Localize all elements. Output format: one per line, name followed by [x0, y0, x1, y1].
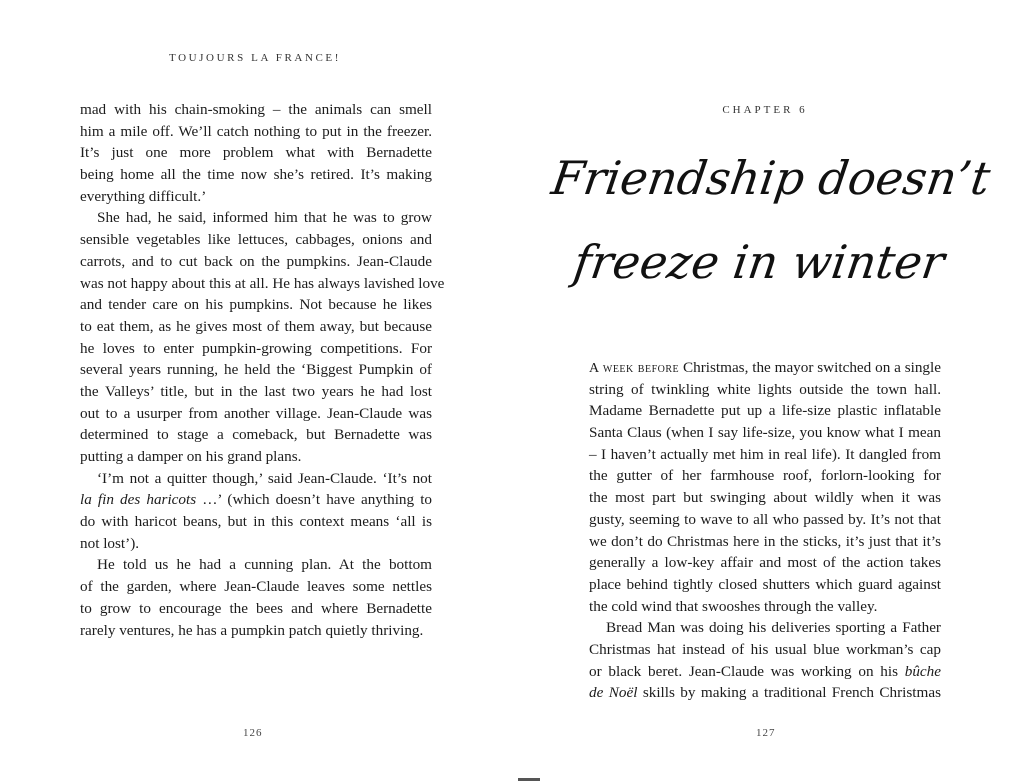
text-line: [80, 489, 432, 511]
text-line: [589, 639, 941, 661]
chapter-title-line-1: Friendship doesn’t: [548, 151, 994, 205]
text-run: the Valleys’ title, but in the last two years he had lost: [80, 382, 432, 400]
text-line: [80, 359, 432, 381]
text-run: skills by making a traditional French Christmas: [637, 684, 941, 702]
text-line: [589, 465, 941, 487]
text-run: place behind tightly closed shutters which guard against: [589, 575, 941, 593]
text-line: [80, 229, 432, 251]
text-run: mad with his chain-smoking – the animals can smell: [80, 101, 432, 118]
text-line: [80, 294, 432, 316]
text-line: [80, 403, 432, 425]
gutter-mark: [518, 778, 540, 781]
text-run: being home all the time now she’s retired. It’s making: [80, 166, 432, 184]
text-run: sensible vegetables like lettuces, cabbages, onions and: [80, 231, 432, 249]
chapter-title: [498, 136, 1020, 304]
text-run: he loves to enter pumpkin-growing competitions. For: [80, 339, 432, 357]
text-run: the most part but swinging about wildly when it was: [589, 489, 941, 507]
text-line: [589, 444, 941, 466]
text-line: [80, 338, 432, 360]
text-line: [589, 531, 941, 553]
text-run: – I haven’t actually met him in real life). It dangled from: [589, 445, 941, 463]
text-line: [80, 186, 432, 208]
text-run: the gutter of her farmhouse roof, forlorn-looking for: [589, 467, 941, 485]
text-run: was not happy about this at all. He has always lavished love: [80, 274, 445, 292]
text-line: [589, 422, 941, 444]
text-run: gusty, seeming to wave to all who passed by. It’s not that: [589, 510, 941, 528]
text-run: him a mile off. We’ll catch nothing to put in the freezer.: [80, 122, 432, 140]
text-run: It’s just one more problem what with Bernadette: [80, 144, 432, 162]
text-run: several years running, he held the ‘Biggest Pumpkin of: [80, 361, 432, 379]
text-run: generally a low-key affair and most of the action takes: [589, 554, 941, 572]
text-run: out to a usurper from another village. Jean-Claude was: [80, 404, 432, 422]
right-body-text: [589, 357, 941, 704]
text-run: rarely ventures, he has a pumpkin patch quietly thriving.: [80, 621, 424, 639]
text-run: to grow to encourage the bees and where Bernadette: [80, 599, 432, 617]
page-number-right: 127: [756, 727, 776, 739]
chapter-title-line-2: freeze in winter: [570, 235, 948, 289]
text-line: [589, 661, 941, 683]
left-body-text: [80, 99, 445, 641]
running-head: TOUJOURS LA FRANCE!: [168, 52, 342, 64]
text-line: [80, 511, 432, 533]
text-run: Bread Man was doing his deliveries sporting a Father: [606, 619, 941, 637]
text-run: ‘I’m not a quitter though,’ said Jean-Claude. ‘It’s not: [97, 469, 432, 487]
text-line: [80, 164, 432, 186]
text-run: Santa Claus (when I say life-size, you know what I mean: [589, 424, 941, 442]
page-number-left: 126: [243, 727, 263, 739]
text-line: [80, 468, 432, 490]
text-line: [80, 576, 432, 598]
text-line: [80, 554, 432, 576]
text-line: [589, 379, 941, 401]
text-run: Christmas hat instead of his usual blue workman’s cap: [589, 640, 941, 658]
text-line: [80, 598, 432, 620]
text-run: to eat them, as he gives most of them away, but because: [80, 317, 432, 335]
text-run: determined to stage a comeback, but Bernadette was: [80, 426, 432, 444]
chapter-label: CHAPTER 6: [722, 104, 808, 116]
smallcaps-phrase: A week before: [589, 361, 680, 376]
text-line: [589, 487, 941, 509]
text-run: carrots, and to cut back on the pumpkins. Jean-Claude: [80, 252, 432, 270]
text-line: [80, 533, 432, 555]
text-line: [80, 424, 432, 446]
italic-phrase: bûche: [904, 662, 941, 680]
text-line: [80, 99, 432, 121]
text-run: we don’t do Christmas here in the sticks, it’s just that it’s: [589, 532, 941, 550]
text-line: [589, 617, 941, 639]
italic-phrase: la fin des haricots: [80, 491, 197, 509]
text-run: …’ (which doesn’t have anything to: [196, 491, 433, 509]
text-line: [80, 142, 432, 164]
text-line: [80, 121, 432, 143]
text-run: Christmas, the mayor switched on a single: [679, 359, 941, 376]
right-page: [510, 0, 1020, 783]
text-line: [589, 509, 941, 531]
text-run: Madame Bernadette put up a life-size plastic inflatable: [589, 402, 941, 420]
text-run: of the garden, where Jean-Claude leaves some nettles: [80, 578, 432, 596]
text-line: [589, 357, 941, 379]
text-run: string of twinkling white lights outside the town hall.: [589, 380, 941, 398]
text-run: or black beret. Jean-Claude was working on his: [589, 662, 905, 680]
text-run: the cold wind that swooshes through the valley.: [589, 597, 878, 615]
text-line: [80, 251, 432, 273]
text-line: [589, 596, 941, 618]
italic-phrase: de Noël: [589, 684, 638, 702]
text-line: [80, 316, 432, 338]
text-run: putting a damper on his grand plans.: [80, 448, 302, 465]
text-line: [80, 446, 432, 468]
text-line: [589, 682, 941, 704]
text-run: and tender care on his pumpkins. Not because he likes: [80, 296, 432, 314]
text-line: [589, 400, 941, 422]
text-run: everything difficult.’: [80, 187, 207, 205]
text-line: [589, 552, 941, 574]
text-line: [80, 273, 445, 295]
text-line: [80, 381, 432, 403]
text-run: do with haricot beans, but in this context means ‘all is: [80, 513, 432, 531]
text-line: [80, 620, 432, 642]
text-run: She had, he said, informed him that he was to grow: [97, 209, 432, 227]
text-line: [589, 574, 941, 596]
text-run: He told us he had a cunning plan. At the bottom: [97, 556, 432, 574]
text-run: not lost’).: [80, 534, 140, 552]
text-line: [80, 207, 432, 229]
